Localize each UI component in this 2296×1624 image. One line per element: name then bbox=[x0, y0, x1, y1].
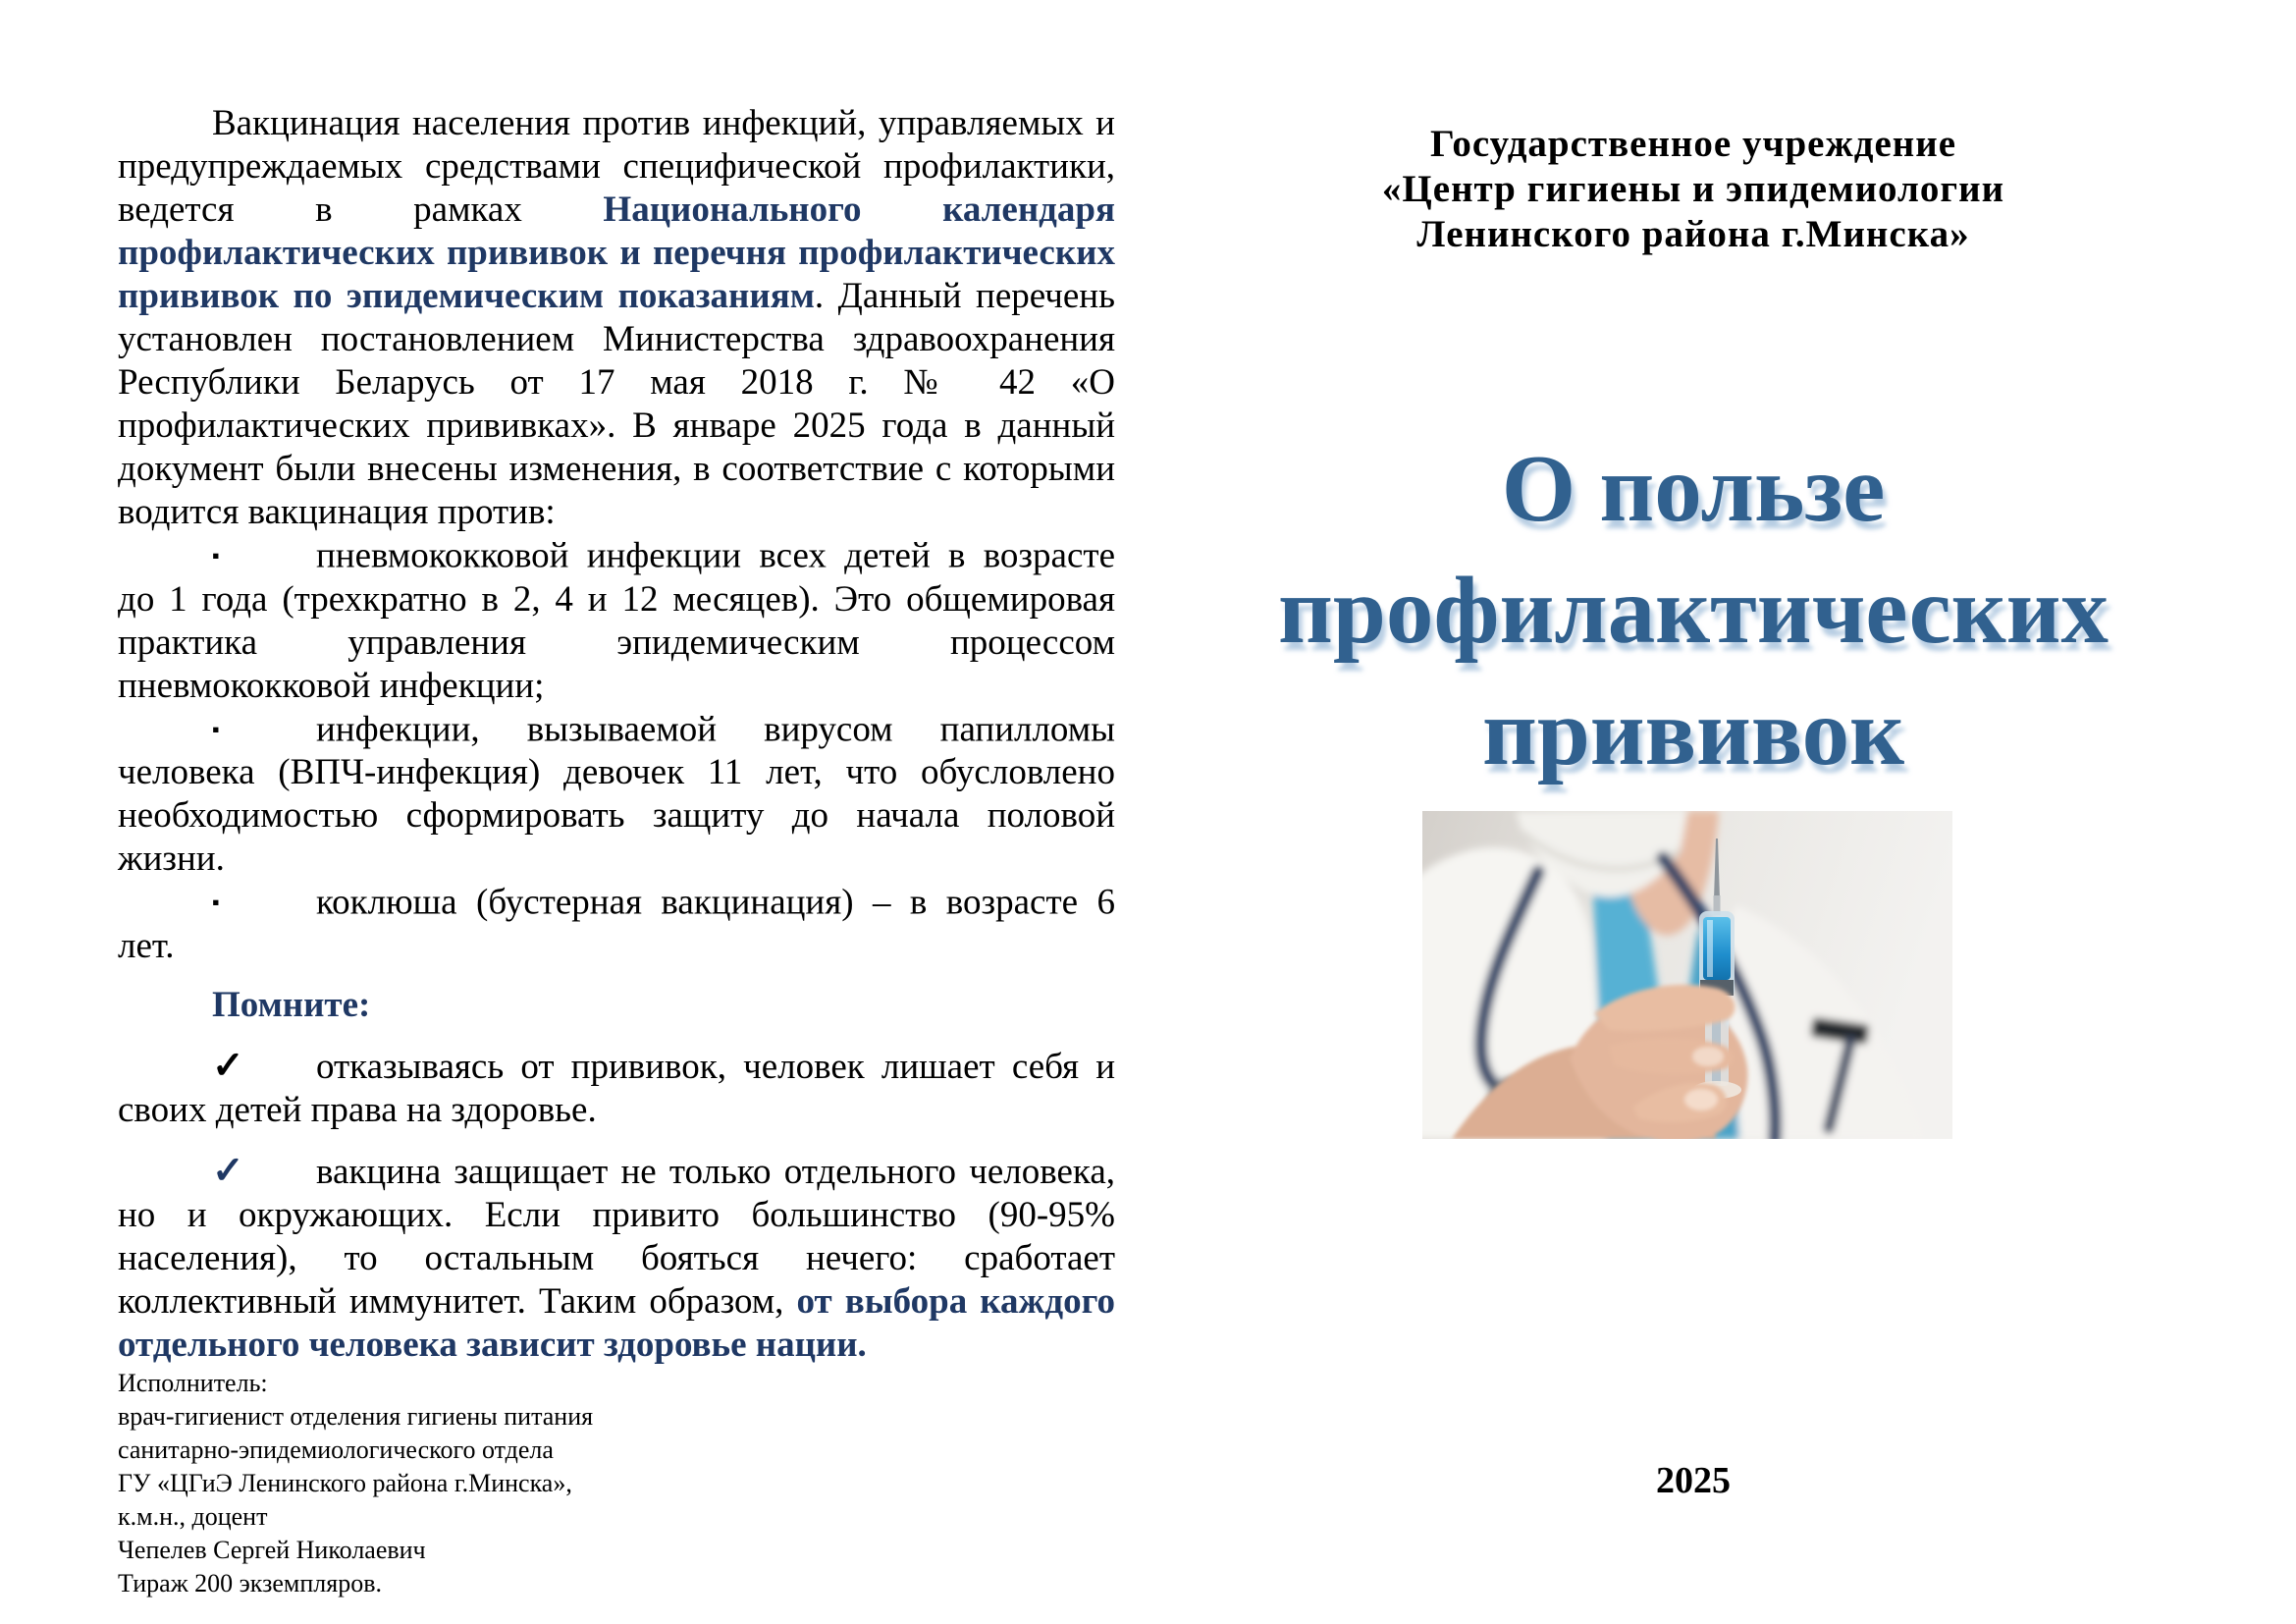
organization-header bbox=[1148, 122, 2238, 257]
brochure-title-line: О пользе bbox=[1501, 436, 1886, 541]
checklist-item-text-bold-blue: от выбора каждого отдельного человека зависит здоровье нации. bbox=[118, 1281, 1115, 1366]
checkmark-icon: ✓ bbox=[212, 1045, 244, 1088]
intro-text-end: . Данный перечень установлен постановлением Министерства здравоохранения Республики Беларусь от 17 мая 2018 г. № 42 «О профилактических прививках». В январе 2025 года в данный документ были внесены изменения, в соответствие с которыми водится вакцинация против: bbox=[118, 276, 1115, 532]
organization-header-line: «Центр гигиены и эпидемиологии bbox=[1381, 168, 2005, 210]
square-bullet-icon: ▪ bbox=[212, 544, 220, 568]
square-bullet-icon: ▪ bbox=[212, 891, 220, 915]
checkmark-icon: ✓ bbox=[212, 1150, 244, 1193]
credits-line: Чепелев Сергей Николаевич bbox=[118, 1536, 426, 1564]
brochure-title-line: прививок bbox=[1481, 679, 1905, 785]
square-bullet-icon: ▪ bbox=[212, 717, 220, 741]
brochure-title-line: профилактических bbox=[1278, 558, 2109, 663]
intro-paragraph bbox=[118, 102, 1115, 534]
credits-line: врач-гигиенист отделения гигиены питания bbox=[118, 1402, 594, 1431]
checklist-item-text: вакцина защищает не только отдельного человека, но и окружающих. Если привито большинство (90-95% населения), то остальным бояться нечего: сработает коллективный иммунитет. Таким образом, bbox=[118, 1152, 1115, 1323]
credits-line: санитарно-эпидемиологического отдела bbox=[118, 1435, 554, 1464]
bullet-item-text: пневмококковой инфекции всех детей в возрасте до 1 года (трехкратно в 2, 4 и 12 месяцев). Это общемировая практика управления эпидемическим процессом пневмококковой инфекции; bbox=[118, 535, 1115, 706]
bullet-item bbox=[118, 881, 1115, 968]
checklist-item-text: отказываясь от прививок, человек лишает себя и своих детей права на здоровье. bbox=[118, 1047, 1115, 1131]
bullet-item bbox=[118, 708, 1115, 882]
bullet-item bbox=[118, 534, 1115, 708]
organization-header-line: Ленинского района г.Минска» bbox=[1416, 213, 1970, 255]
year-label: 2025 bbox=[1656, 1460, 1731, 1501]
brochure-title bbox=[1148, 428, 2238, 793]
organization-header-line: Государственное учреждение bbox=[1429, 123, 1957, 165]
left-page-text bbox=[118, 102, 1115, 1367]
bullet-item-text: коклюша (бустерная вакцинация) – в возрасте 6 лет. bbox=[118, 883, 1115, 967]
checklist-item bbox=[118, 1045, 1115, 1132]
credits-line: Тираж 200 экземпляров. bbox=[118, 1569, 382, 1597]
vaccine-syringe-photo bbox=[1422, 811, 1952, 1139]
credits-block bbox=[118, 1367, 593, 1600]
intro-text-start: Вакцинация населения против инфекций, управляемых и предупреждаемых средствами специфической профилактики, ведется в рамках bbox=[118, 103, 1115, 230]
remember-heading: Помните: bbox=[212, 985, 371, 1026]
credits-line: Исполнитель: bbox=[118, 1369, 268, 1397]
credits-line: ГУ «ЦГиЭ Ленинского района г.Минска», bbox=[118, 1469, 572, 1497]
bullet-item-text: инфекции, вызываемой вирусом папилломы человека (ВПЧ-инфекция) девочек 11 лет, что обусловлено необходимостью сформировать защиту до начала половой жизни. bbox=[118, 709, 1115, 880]
credits-line: к.м.н., доцент bbox=[118, 1502, 268, 1531]
intro-text-bold-blue: Национального календаря профилактических прививок и перечня профилактических прививок по эпидемическим показаниям bbox=[118, 189, 1115, 316]
checklist-item bbox=[118, 1150, 1115, 1367]
